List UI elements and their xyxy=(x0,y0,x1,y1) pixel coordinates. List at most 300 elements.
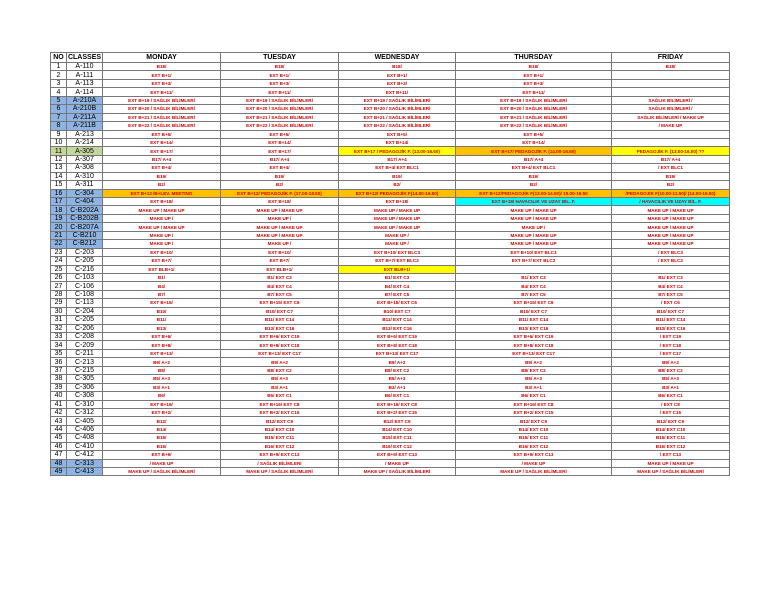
schedule-cell-friday xyxy=(612,265,730,273)
schedule-cell-thursday: EXT B+21 / SAĞLIK BİLİMLERİ xyxy=(456,113,612,121)
schedule-cell-thursday: EXT B+14/ xyxy=(456,138,612,146)
schedule-cell-wednesday: EXT B+17 / PEDAGOJİK F. (13.00-16.50) xyxy=(339,147,456,155)
schedule-cell-wednesday: B5/ A+3 xyxy=(339,375,456,383)
schedule-cell-tuesday: B13/ EXT C16 xyxy=(221,324,339,332)
schedule-cell-tuesday: EXT B+4/ xyxy=(221,164,339,172)
schedule-cell-thursday: EXT B+5/ xyxy=(456,130,612,138)
schedule-cell-monday: EXT B+18/ xyxy=(103,198,221,206)
table-row xyxy=(51,189,730,197)
class-name: A-114 xyxy=(67,88,103,96)
row-number: 3 xyxy=(51,79,67,87)
schedule-cell-friday: SAĞLIK BİLİMLERİ / xyxy=(612,105,730,113)
schedule-cell-monday: B2/ xyxy=(103,181,221,189)
table-row xyxy=(51,88,730,96)
schedule-cell-tuesday: B9/ A+2 xyxy=(221,358,339,366)
schedule-cell-tuesday: B3/ A+1 xyxy=(221,383,339,391)
row-number: 6 xyxy=(51,105,67,113)
schedule-cell-friday: MAKE UP / MAKE UP xyxy=(612,231,730,239)
schedule-cell-friday xyxy=(612,71,730,79)
schedule-cell-monday: EXT B+4/ xyxy=(103,164,221,172)
schedule-cell-monday: B8/ xyxy=(103,366,221,374)
row-number: 37 xyxy=(51,366,67,374)
schedule-cell-wednesday: EXT B+22 / SAĞLIK BİLİMLERİ xyxy=(339,122,456,130)
schedule-cell-thursday: EXT B+1/ xyxy=(456,71,612,79)
class-name: C-410 xyxy=(67,442,103,450)
schedule-cell-friday xyxy=(612,88,730,96)
schedule-cell-thursday: B11/ EXT C14 xyxy=(456,316,612,324)
row-number: 11 xyxy=(51,147,67,155)
schedule-cell-tuesday: / SAĞLIK BİLİMLERİ xyxy=(221,459,339,467)
schedule-cell-thursday: MAKE UP / xyxy=(456,223,612,231)
class-name: C-213 xyxy=(67,358,103,366)
schedule-cell-friday: / MAKE UP xyxy=(612,122,730,130)
schedule-cell-monday: EXT B+13/ xyxy=(103,349,221,357)
schedule-cell-friday: / EXT C13 xyxy=(612,451,730,459)
table-row xyxy=(51,341,730,349)
schedule-cell-wednesday: EXT B+21 / SAĞLIK BİLİMLERİ xyxy=(339,113,456,121)
schedule-cell-thursday: EXT B+7/ EXT BLC2 xyxy=(456,257,612,265)
row-number: 25 xyxy=(51,265,67,273)
schedule-cell-thursday: EXT B+8/ EXT C18 xyxy=(456,341,612,349)
schedule-cell-monday: B12/ xyxy=(103,417,221,425)
class-name: A-311 xyxy=(67,181,103,189)
header-no: NO xyxy=(51,53,67,63)
table-row xyxy=(51,130,730,138)
schedule-cell-monday: B6/ xyxy=(103,392,221,400)
table-row xyxy=(51,442,730,450)
schedule-cell-tuesday: EXT B+12/ PEDAGOJİK F. (17.00-18.50) xyxy=(221,189,339,197)
table-row xyxy=(51,257,730,265)
schedule-cell-wednesday: MAKE UP / SAĞLIK BİLİMLERİ xyxy=(339,468,456,476)
table-row xyxy=(51,307,730,315)
schedule-cell-monday: EXT B+6/ xyxy=(103,333,221,341)
schedule-cell-thursday: B10/ EXT C7 xyxy=(456,307,612,315)
row-number: 39 xyxy=(51,383,67,391)
schedule-cell-wednesday: B4/ EXT C4 xyxy=(339,282,456,290)
row-number: 34 xyxy=(51,341,67,349)
row-number: 40 xyxy=(51,392,67,400)
schedule-cell-friday: MAKE UP / MAKE UP xyxy=(612,214,730,222)
row-number: 22 xyxy=(51,240,67,248)
schedule-cell-tuesday: B1/ EXT C3 xyxy=(221,273,339,281)
schedule-cell-monday: EXT B+16/ xyxy=(103,400,221,408)
schedule-cell-tuesday: B4/ EXT C4 xyxy=(221,282,339,290)
schedule-cell-friday: B14/ EXT C10 xyxy=(612,425,730,433)
schedule-cell-thursday: B2/ xyxy=(456,181,612,189)
schedule-cell-friday: MAKE UP / SAĞLIK BİLİMLERİ xyxy=(612,468,730,476)
schedule-cell-monday: MAKE UP / MAKE UP xyxy=(103,223,221,231)
class-name: C-B210 xyxy=(67,231,103,239)
schedule-cell-tuesday: B8/ EXT C2 xyxy=(221,366,339,374)
schedule-cell-friday: B16/ EXT C12 xyxy=(612,442,730,450)
class-name: C-405 xyxy=(67,417,103,425)
class-name: C-205 xyxy=(67,257,103,265)
class-name: C-B202A xyxy=(67,206,103,214)
schedule-cell-wednesday: B19/ xyxy=(339,172,456,180)
schedule-cell-tuesday: EXT B+11/ xyxy=(221,88,339,96)
schedule-cell-monday: B11/ xyxy=(103,316,221,324)
row-number: 19 xyxy=(51,214,67,222)
schedule-cell-wednesday: B9/ A+2 xyxy=(339,358,456,366)
header-tuesday: TUESDAY xyxy=(221,53,339,63)
row-number: 13 xyxy=(51,164,67,172)
schedule-cell-monday: B18/ xyxy=(103,63,221,71)
schedule-cell-wednesday: B14/ EXT C10 xyxy=(339,425,456,433)
schedule-cell-friday: B8/ EXT C2 xyxy=(612,366,730,374)
class-name: C-203 xyxy=(67,248,103,256)
row-number: 17 xyxy=(51,198,67,206)
schedule-cell-wednesday: / MAKE UP xyxy=(339,459,456,467)
row-number: 42 xyxy=(51,408,67,416)
schedule-cell-wednesday: EXT B+20 / SAĞLIK BİLİMLERİ xyxy=(339,105,456,113)
schedule-cell-thursday: B3/ A+1 xyxy=(456,383,612,391)
class-name: C-308 xyxy=(67,392,103,400)
schedule-cell-friday: B2/ xyxy=(612,181,730,189)
schedule-cell-friday: /PEDAGOJİK F(10.00-11.50)/ (14.00-16.50) xyxy=(612,189,730,197)
table-row xyxy=(51,223,730,231)
schedule-cell-friday: B18/ xyxy=(612,63,730,71)
schedule-cell-friday: B6/ EXT C1 xyxy=(612,392,730,400)
class-name: A-307 xyxy=(67,155,103,163)
schedule-cell-thursday: EXT B+15/ EXT C6 xyxy=(456,299,612,307)
table-row xyxy=(51,434,730,442)
class-name: A-213 xyxy=(67,130,103,138)
schedule-cell-friday: SAĞLIK BİLİMLERİ / MAKE UP xyxy=(612,113,730,121)
table-row xyxy=(51,408,730,416)
class-name: A-308 xyxy=(67,164,103,172)
schedule-cell-thursday: B16/ EXT C12 xyxy=(456,442,612,450)
schedule-cell-monday: EXT B+9/ xyxy=(103,451,221,459)
schedule-cell-monday: EXT B+3/ xyxy=(103,79,221,87)
table-row xyxy=(51,181,730,189)
schedule-cell-thursday: B14/ EXT C10 xyxy=(456,425,612,433)
class-name: C-108 xyxy=(67,290,103,298)
class-name: C-113 xyxy=(67,299,103,307)
schedule-cell-tuesday: EXT B+1/ xyxy=(221,71,339,79)
schedule-cell-wednesday: EXT B+5/ xyxy=(339,130,456,138)
schedule-cell-thursday: EXT B+20 / SAĞLIK BİLİMLERİ xyxy=(456,105,612,113)
table-row xyxy=(51,198,730,206)
schedule-cell-tuesday: EXT B+6/ EXT C19 xyxy=(221,333,339,341)
schedule-cell-tuesday: EXT B+5/ xyxy=(221,130,339,138)
schedule-cell-tuesday: EXT B+20 / SAĞLIK BİLİMLERİ xyxy=(221,105,339,113)
schedule-cell-tuesday: MAKE UP / xyxy=(221,214,339,222)
table-row xyxy=(51,240,730,248)
class-name: C-209 xyxy=(67,341,103,349)
schedule-cell-thursday: B9/ A+2 xyxy=(456,358,612,366)
row-number: 45 xyxy=(51,434,67,442)
row-number: 44 xyxy=(51,425,67,433)
schedule-cell-thursday: B4/ EXT C4 xyxy=(456,282,612,290)
schedule-cell-friday: / EXT BLC2 xyxy=(612,257,730,265)
schedule-cell-friday xyxy=(612,138,730,146)
schedule-cell-thursday: EXT B+2/ EXT C15 xyxy=(456,408,612,416)
class-name: C-204 xyxy=(67,307,103,315)
schedule-cell-monday: EXT BLB+1/ xyxy=(103,265,221,273)
class-name: A-211B xyxy=(67,122,103,130)
schedule-cell-friday: MAKE UP / MAKE UP xyxy=(612,223,730,231)
class-name: C-406 xyxy=(67,425,103,433)
schedule-cell-thursday: EXT B+17/ PEDAGOJİK F. (14.00-16.50) xyxy=(456,147,612,155)
schedule-cell-thursday: B18/ xyxy=(456,63,612,71)
schedule-cell-wednesday: B10/ EXT C7 xyxy=(339,307,456,315)
schedule-cell-wednesday: B12/ EXT C9 xyxy=(339,417,456,425)
schedule-cell-tuesday: EXT B+10/ xyxy=(221,248,339,256)
schedule-cell-wednesday: EXT BLB+1/ xyxy=(339,265,456,273)
schedule-cell-friday: B15/ EXT C11 xyxy=(612,434,730,442)
header-friday: FRIDAY xyxy=(612,53,730,63)
class-name: C-208 xyxy=(67,333,103,341)
schedule-cell-wednesday: EXT B+18/ xyxy=(339,198,456,206)
schedule-cell-monday: EXT B+21 / SAĞLIK BİLİMLERİ xyxy=(103,113,221,121)
schedule-cell-tuesday: B15/ EXT C11 xyxy=(221,434,339,442)
schedule-cell-friday: B11/ EXT C14 xyxy=(612,316,730,324)
schedule-cell-wednesday: B8/ EXT C2 xyxy=(339,366,456,374)
class-name: C-306 xyxy=(67,383,103,391)
schedule-cell-thursday: EXT B+18/ HAVACILIK VE UZAY BİL. F. xyxy=(456,198,612,206)
table-row xyxy=(51,316,730,324)
schedule-cell-thursday: B1/ EXT C3 xyxy=(456,273,612,281)
schedule-cell-friday: MAKE UP / MAKE UP xyxy=(612,459,730,467)
header-thursday: THURSDAY xyxy=(456,53,612,63)
schedule-cell-thursday: MAKE UP / SAĞLIK BİLİMLERİ xyxy=(456,468,612,476)
schedule-cell-friday: MAKE UP / MAKE UP xyxy=(612,240,730,248)
schedule-cell-friday: B4/ EXT C4 xyxy=(612,282,730,290)
schedule-cell-tuesday: MAKE UP / MAKE UP xyxy=(221,223,339,231)
schedule-cell-monday: B14/ xyxy=(103,425,221,433)
schedule-cell-wednesday: B13/ EXT C16 xyxy=(339,324,456,332)
class-name: A-310 xyxy=(67,172,103,180)
schedule-cell-thursday: EXT B+19 / SAĞLIK BİLİMLERİ xyxy=(456,96,612,104)
class-name: A-211A xyxy=(67,113,103,121)
class-name: C-412 xyxy=(67,451,103,459)
schedule-cell-wednesday: EXT B+19 / SAĞLIK BİLİMLERİ xyxy=(339,96,456,104)
schedule-cell-friday xyxy=(612,79,730,87)
schedule-cell-tuesday: EXT B+19 / SAĞLIK BİLİMLERİ xyxy=(221,96,339,104)
schedule-cell-thursday xyxy=(456,265,612,273)
row-number: 46 xyxy=(51,442,67,450)
schedule-cell-monday: EXT B+12 /B+LEV. MEETING xyxy=(103,189,221,197)
row-number: 10 xyxy=(51,138,67,146)
schedule-cell-tuesday: EXT B+2/ EXT C15 xyxy=(221,408,339,416)
schedule-cell-wednesday: EXT B+14/ xyxy=(339,138,456,146)
class-name: A-305 xyxy=(67,147,103,155)
schedule-cell-thursday: B8/ EXT C2 xyxy=(456,366,612,374)
schedule-cell-monday: B10/ xyxy=(103,307,221,315)
schedule-cell-wednesday: B1/ EXT C3 xyxy=(339,273,456,281)
schedule-cell-wednesday: EXT B+13/ EXT C17 xyxy=(339,349,456,357)
table-row xyxy=(51,358,730,366)
schedule-cell-tuesday: EXT B+18/ xyxy=(221,198,339,206)
schedule-cell-tuesday: B7/ EXT C5 xyxy=(221,290,339,298)
schedule-cell-tuesday: EXT B+21 / SAĞLIK BİLİMLERİ xyxy=(221,113,339,121)
schedule-cell-friday: PEDAGOJİK F. (13.00-16.00) ?? xyxy=(612,147,730,155)
schedule-cell-monday: EXT B+20 / SAĞLIK BİLİMLERİ xyxy=(103,105,221,113)
schedule-cell-wednesday: EXT B+4/ EXT BLC1 xyxy=(339,164,456,172)
schedule-cell-wednesday: B11/ EXT C14 xyxy=(339,316,456,324)
class-name: C-B212 xyxy=(67,240,103,248)
table-row xyxy=(51,147,730,155)
schedule-cell-thursday: EXT B+12/PEDAGOJİK F(13.00-14.50)/ 15.00-16.50 xyxy=(456,189,612,197)
schedule-cell-monday: B16/ xyxy=(103,442,221,450)
class-name: C-310 xyxy=(67,400,103,408)
schedule-cell-wednesday: MAKE UP / MAKE UP xyxy=(339,206,456,214)
schedule-cell-wednesday: EXT B+16/ EXT C8 xyxy=(339,400,456,408)
schedule-cell-friday: B12/ EXT C9 xyxy=(612,417,730,425)
schedule-cell-friday: / EXT C19 xyxy=(612,333,730,341)
class-name: C-B202B xyxy=(67,214,103,222)
row-number: 48 xyxy=(51,459,67,467)
schedule-cell-tuesday: EXT BLB+1/ xyxy=(221,265,339,273)
schedule-cell-thursday: EXT B+4/ EXT BLC1 xyxy=(456,164,612,172)
row-number: 4 xyxy=(51,88,67,96)
row-number: 29 xyxy=(51,299,67,307)
schedule-cell-monday: EXT B+1/ xyxy=(103,71,221,79)
schedule-cell-friday: / EXT C17 xyxy=(612,349,730,357)
row-number: 23 xyxy=(51,248,67,256)
schedule-cell-monday: B13/ xyxy=(103,324,221,332)
schedule-cell-wednesday: EXT B+1/ xyxy=(339,71,456,79)
schedule-cell-thursday: MAKE UP / MAKE UP xyxy=(456,214,612,222)
schedule-cell-friday: SAĞLIK BİLİMLERİ / xyxy=(612,96,730,104)
schedule-cell-tuesday: B5/ A+3 xyxy=(221,375,339,383)
schedule-cell-tuesday: EXT B+8/ EXT C18 xyxy=(221,341,339,349)
row-number: 1 xyxy=(51,63,67,71)
schedule-cell-monday: MAKE UP / xyxy=(103,240,221,248)
table-row xyxy=(51,96,730,104)
schedule-cell-wednesday: B2/ xyxy=(339,181,456,189)
row-number: 16 xyxy=(51,189,67,197)
class-name: C-404 xyxy=(67,198,103,206)
schedule-cell-tuesday: EXT B+14/ xyxy=(221,138,339,146)
schedule-cell-wednesday: EXT B+8/ EXT C18 xyxy=(339,341,456,349)
table-row xyxy=(51,375,730,383)
class-name: C-305 xyxy=(67,375,103,383)
schedule-cell-tuesday: EXT B+9/ EXT C13 xyxy=(221,451,339,459)
schedule-cell-monday: / MAKE UP xyxy=(103,459,221,467)
schedule-cell-monday: EXT B+17/ xyxy=(103,147,221,155)
schedule-cell-friday: B10/ EXT C7 xyxy=(612,307,730,315)
table-row xyxy=(51,299,730,307)
table-row xyxy=(51,417,730,425)
schedule-cell-monday: EXT B+8/ xyxy=(103,341,221,349)
table-row xyxy=(51,214,730,222)
schedule-cell-thursday: B13/ EXT C16 xyxy=(456,324,612,332)
schedule-cell-monday: MAKE UP / SAĞLIK BİLİMLERİ xyxy=(103,468,221,476)
schedule-cell-tuesday: MAKE UP / xyxy=(221,240,339,248)
row-number: 2 xyxy=(51,71,67,79)
row-number: 31 xyxy=(51,316,67,324)
schedule-cell-monday: MAKE UP / xyxy=(103,214,221,222)
row-number: 33 xyxy=(51,333,67,341)
schedule-cell-tuesday: B2/ xyxy=(221,181,339,189)
schedule-cell-monday: EXT B+11/ xyxy=(103,88,221,96)
schedule-cell-wednesday: MAKE UP / MAKE UP xyxy=(339,214,456,222)
schedule-cell-wednesday: B7/ EXT C5 xyxy=(339,290,456,298)
schedule-cell-friday: B9/ A+2 xyxy=(612,358,730,366)
schedule-cell-tuesday: B14/ EXT C10 xyxy=(221,425,339,433)
table-row xyxy=(51,349,730,357)
schedule-cell-friday: / EXT C18 xyxy=(612,341,730,349)
schedule-cell-tuesday: EXT B+7/ xyxy=(221,257,339,265)
row-number: 8 xyxy=(51,122,67,130)
table-row xyxy=(51,459,730,467)
schedule-cell-thursday: B19/ xyxy=(456,172,612,180)
row-number: 41 xyxy=(51,400,67,408)
schedule-cell-wednesday: EXT B+11/ xyxy=(339,88,456,96)
schedule-cell-tuesday: B17/ A+4 xyxy=(221,155,339,163)
table-row xyxy=(51,155,730,163)
row-number: 38 xyxy=(51,375,67,383)
schedule-cell-friday: / EXT BLC1 xyxy=(612,164,730,172)
schedule-cell-monday: EXT B+22 / SAĞLIK BİLİMLERİ xyxy=(103,122,221,130)
schedule-cell-thursday: EXT B+13/ EXT C17 xyxy=(456,349,612,357)
schedule-cell-thursday: B6/ EXT C1 xyxy=(456,392,612,400)
table-row xyxy=(51,282,730,290)
schedule-cell-monday: MAKE UP / xyxy=(103,231,221,239)
schedule-cell-friday: B3/ A+1 xyxy=(612,383,730,391)
schedule-body xyxy=(51,63,730,476)
table-row xyxy=(51,400,730,408)
table-row xyxy=(51,273,730,281)
row-number: 14 xyxy=(51,172,67,180)
schedule-cell-friday: / EXT C15 xyxy=(612,408,730,416)
schedule-cell-wednesday: B3/ A+1 xyxy=(339,383,456,391)
schedule-cell-friday: / EXT C8 xyxy=(612,400,730,408)
schedule-cell-thursday: B12/ EXT C9 xyxy=(456,417,612,425)
schedule-cell-friday: B7/ EXT C5 xyxy=(612,290,730,298)
class-name: A-210A xyxy=(67,96,103,104)
schedule-cell-thursday: EXT B+11/ xyxy=(456,88,612,96)
table-row xyxy=(51,290,730,298)
table-row xyxy=(51,468,730,476)
schedule-cell-thursday: MAKE UP / MAKE UP xyxy=(456,240,612,248)
schedule-cell-monday: EXT B+5/ xyxy=(103,130,221,138)
header-classes: CLASSES xyxy=(67,53,102,61)
schedule-cell-thursday: EXT B+16/ EXT C8 xyxy=(456,400,612,408)
schedule-cell-tuesday: EXT B+13/ EXT C17 xyxy=(221,349,339,357)
schedule-cell-wednesday: EXT B+2/ EXT C15 xyxy=(339,408,456,416)
schedule-cell-wednesday: MAKE UP / xyxy=(339,240,456,248)
class-name: C-215 xyxy=(67,366,103,374)
schedule-cell-tuesday: B12/ EXT C9 xyxy=(221,417,339,425)
schedule-cell-wednesday: MAKE UP / xyxy=(339,231,456,239)
class-name: C-313 xyxy=(67,459,103,467)
table-row xyxy=(51,71,730,79)
class-name: C-206 xyxy=(67,324,103,332)
table-row xyxy=(51,425,730,433)
table-row xyxy=(51,164,730,172)
schedule-cell-wednesday: EXT B+15/ EXT C6 xyxy=(339,299,456,307)
schedule-cell-monday: MAKE UP / MAKE UP xyxy=(103,206,221,214)
schedule-cell-tuesday: EXT B+3/ xyxy=(221,79,339,87)
schedule-cell-monday: EXT B+14/ xyxy=(103,138,221,146)
schedule-cell-tuesday: EXT B+22 / SAĞLIK BİLİMLERİ xyxy=(221,122,339,130)
table-row xyxy=(51,122,730,130)
class-name: A-214 xyxy=(67,138,103,146)
schedule-cell-tuesday: B18/ xyxy=(221,63,339,71)
schedule-cell-friday: B19/ xyxy=(612,172,730,180)
table-row xyxy=(51,366,730,374)
schedule-cell-monday: B3/ A+1 xyxy=(103,383,221,391)
schedule-cell-thursday: EXT B+6/ EXT C19 xyxy=(456,333,612,341)
schedule-cell-friday: MAKE UP / MAKE UP xyxy=(612,206,730,214)
class-name: C-304 xyxy=(67,189,103,197)
schedule-cell-wednesday: B6/ EXT C1 xyxy=(339,392,456,400)
schedule-cell-monday: B17/ A+4 xyxy=(103,155,221,163)
table-row xyxy=(51,172,730,180)
header-row xyxy=(51,53,730,63)
